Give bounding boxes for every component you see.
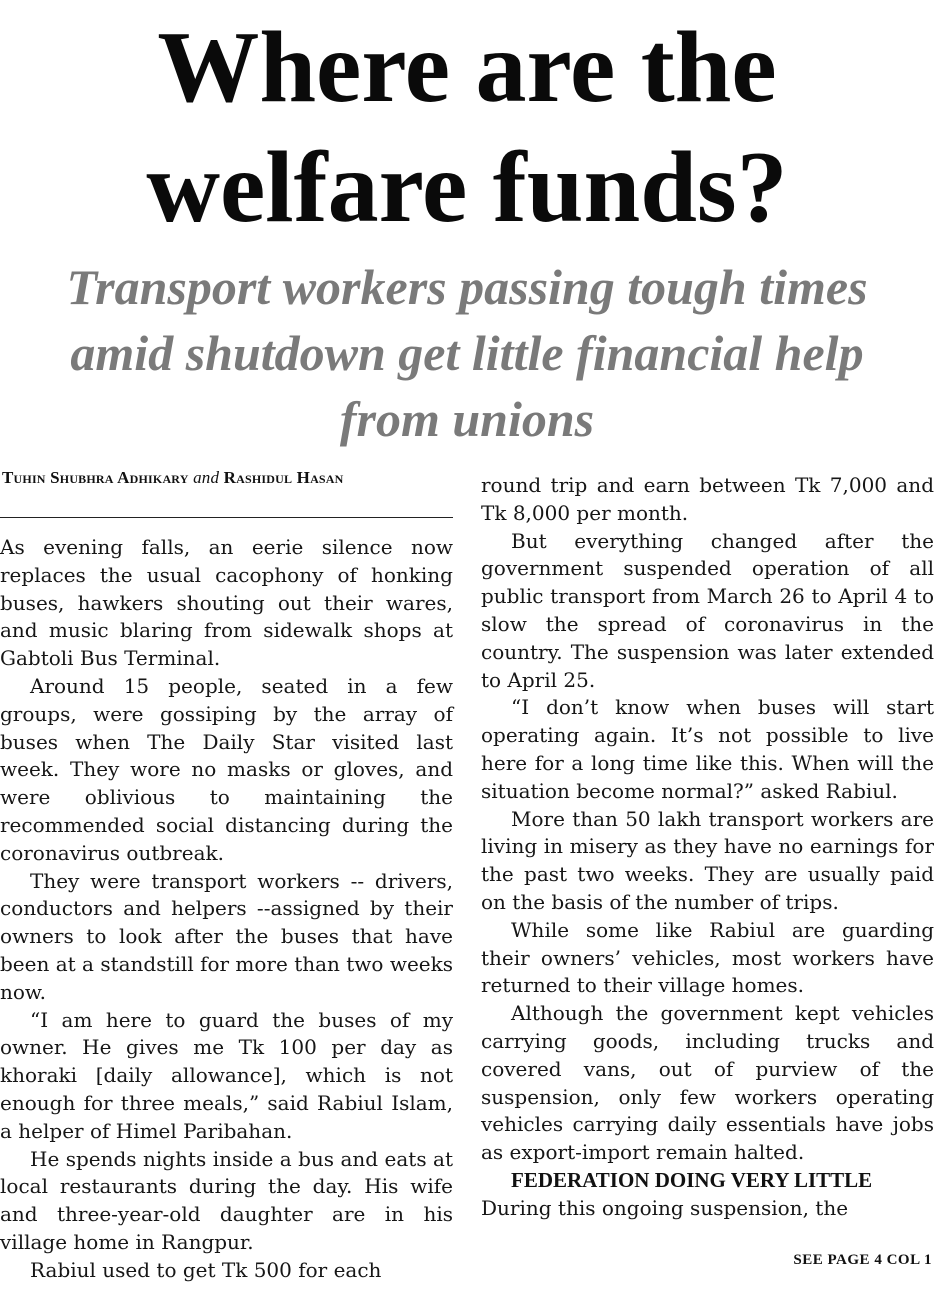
paragraph: Rabiul used to get Tk 500 for each xyxy=(30,1257,382,1282)
continued-on-page-link: SEE PAGE 4 COL 1 xyxy=(793,1252,932,1268)
headline-line-1: Where are the xyxy=(157,11,777,124)
subheadline-line-2: amid shutdown get little financial help xyxy=(70,325,864,381)
crosshead: FEDERATION DOING VERY LITTLE xyxy=(511,1167,873,1192)
paragraph: Although the government kept vehicles carrying goods, including trucks and covered vans, out of purview of the suspension, only few workers operating vehicles carrying daily essentials have jobs as export-import remain halted. xyxy=(481,1001,934,1165)
paragraph: But everything changed after the government suspended operation of all public transport from March 26 to April 4 to slow the spread of coronavirus in the country. The suspension was later extended to April 25. xyxy=(481,528,934,692)
paragraph: He spends nights inside a bus and eats at local restaurants during the day. His wife and three-year-old daughter are in his village home in Rangpur. xyxy=(0,1146,453,1254)
headline-line-2: welfare funds? xyxy=(146,131,788,244)
byline-divider xyxy=(0,517,453,518)
byline-author-1: Tuhin Shubhra Adhikary xyxy=(2,468,189,487)
paragraph-continuation: round trip and earn between Tk 7,000 and Tk 8,000 per month. xyxy=(481,473,934,525)
byline-conjunction: and xyxy=(193,468,220,487)
paragraph: “I am here to guard the buses of my owner. He gives me Tk 100 per day as khoraki [daily allowance], which is not enough for three meals,” said Rabiul Islam, a helper of Himel Paribahan. xyxy=(0,1007,453,1143)
paragraph: While some like Rabiul are guarding their owners’ vehicles, most workers have returned to their village homes. xyxy=(481,917,934,998)
paragraph: Around 15 people, seated in a few groups, were gossiping by the array of buses when The Daily Star visited last week. They wore no masks or gloves, and were oblivious to maintaining the recommended social distancing during the coronavirus outbreak. xyxy=(0,673,453,865)
subheadline-line-3: from unions xyxy=(339,391,595,447)
paragraph: As evening falls, an eerie silence now replaces the usual cacophony of honking buses, hawkers shouting out their wares, and music blaring from sidewalk shops at Gabtoli Bus Terminal. xyxy=(0,535,453,671)
article-column-2 xyxy=(481,472,934,1223)
paragraph: More than 50 lakh transport workers are living in misery as they have no earnings for the past two weeks. They are usually paid on the basis of the number of trips. xyxy=(481,806,934,914)
headline xyxy=(0,8,934,248)
paragraph: “I don’t know when buses will start operating again. It’s not possible to live here for a long time like this. When will the situation become normal?” asked Rabiul. xyxy=(481,695,934,803)
byline xyxy=(2,468,452,488)
paragraph: They were transport workers -- drivers, conductors and helpers --assigned by their owners to look after the buses that have been at a standstill for more than two weeks now. xyxy=(0,868,453,1004)
subheadline-line-1: Transport workers passing tough times xyxy=(66,259,868,315)
subheadline xyxy=(0,254,934,452)
byline-author-2: Rashidul Hasan xyxy=(223,468,344,487)
article-column-1 xyxy=(0,534,453,1285)
paragraph: During this ongoing suspension, the xyxy=(481,1195,849,1220)
